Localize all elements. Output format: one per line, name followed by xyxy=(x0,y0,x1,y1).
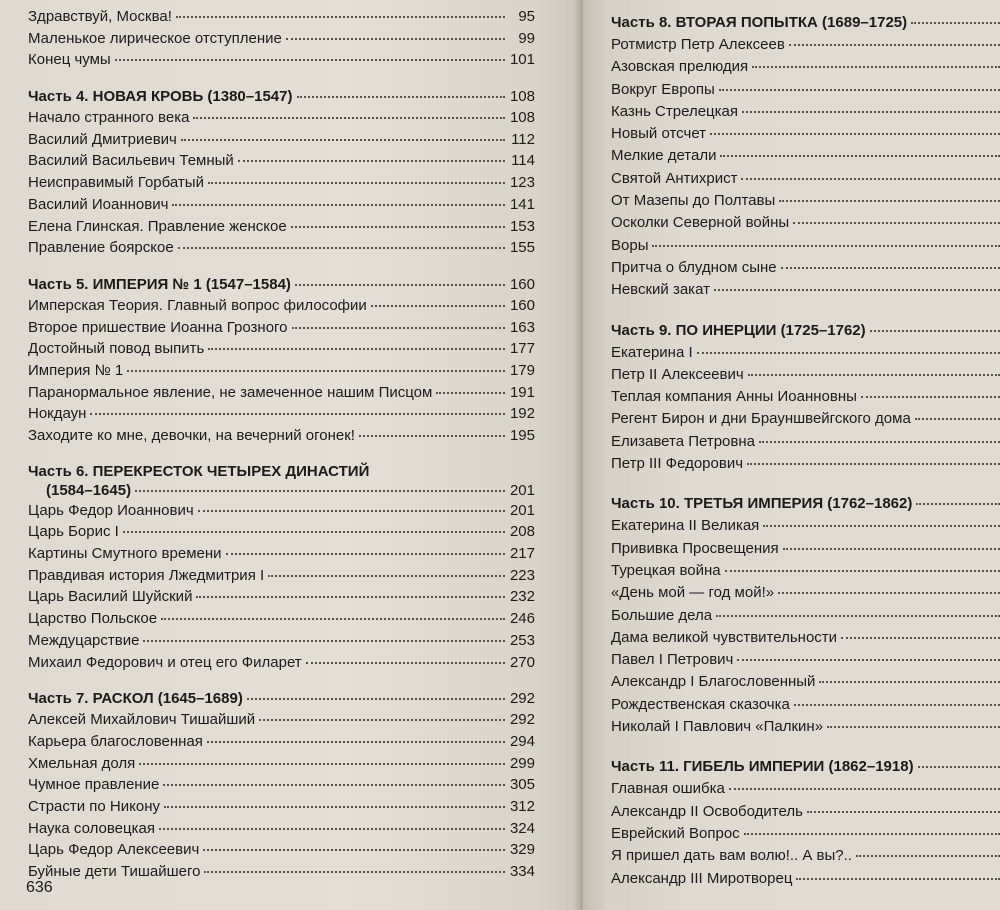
leader-dots xyxy=(748,374,1000,376)
toc-entry xyxy=(28,586,535,608)
entry-title: Петр II Алексеевич xyxy=(611,365,744,383)
toc-entry xyxy=(611,101,1000,123)
toc-entry xyxy=(28,861,535,883)
leader-dots xyxy=(226,553,505,555)
toc-entry xyxy=(28,543,535,565)
entry-page: 334 xyxy=(509,863,535,880)
leader-dots xyxy=(807,811,1000,813)
toc-entry xyxy=(611,671,1000,693)
entry-page: 324 xyxy=(509,819,535,837)
toc-part-4 xyxy=(28,86,535,259)
toc-entry xyxy=(611,123,1000,145)
entry-title: Василий Иоаннович xyxy=(28,195,169,213)
toc-entry xyxy=(611,34,1000,56)
toc-entry xyxy=(28,818,535,840)
leader-dots xyxy=(306,662,505,664)
part-title: Часть 4. НОВАЯ КРОВЬ (1380–1547) xyxy=(28,88,293,106)
toc-entry xyxy=(28,630,535,652)
part-heading xyxy=(28,688,535,709)
leader-dots xyxy=(778,592,1000,594)
leader-dots xyxy=(796,878,1000,880)
leader-dots xyxy=(193,117,505,119)
entry-page: 195 xyxy=(509,427,535,444)
entry-title: Второе пришествие Иоанна Грозного xyxy=(28,318,288,336)
leader-dots xyxy=(783,548,1000,550)
entry-title: Воры xyxy=(611,236,649,254)
toc-entry xyxy=(611,868,1000,890)
toc-entry xyxy=(611,212,1000,234)
entry-title: Еврейский Вопрос xyxy=(611,824,740,842)
entry-title: Петр III Федорович xyxy=(611,455,744,473)
entry-title: Екатерина II Великая xyxy=(611,517,760,535)
entry-title: Ротмистр Петр Алексеев xyxy=(611,36,785,53)
toc-entry xyxy=(28,150,535,172)
leader-dots xyxy=(297,96,506,98)
leader-dots xyxy=(916,503,1000,505)
part-title: Часть 9. ПО ИНЕРЦИИ (1725–1762) xyxy=(611,321,866,339)
leader-dots xyxy=(827,726,1000,728)
leader-dots xyxy=(286,38,505,40)
toc-entry xyxy=(611,560,1000,582)
toc-entry xyxy=(28,652,535,674)
toc-entry xyxy=(28,403,535,425)
leader-dots xyxy=(737,659,1000,661)
entry-title: Павел I Петрович xyxy=(611,651,734,669)
entry-title: Правление боярское xyxy=(28,239,174,257)
leader-dots xyxy=(203,849,505,851)
leader-dots xyxy=(159,828,505,830)
entry-title: Осколки Северной войны xyxy=(611,214,790,232)
entry-title: Василий Васильевич Темный xyxy=(28,152,234,170)
part-title: Часть 7. РАСКОЛ (1645–1689) xyxy=(28,690,243,708)
toc-section-top xyxy=(28,6,535,71)
entry-title: Екатерина I xyxy=(611,343,693,361)
toc-entry xyxy=(28,425,535,447)
toc-entry xyxy=(611,79,1000,101)
leader-dots xyxy=(781,267,1000,269)
leader-dots xyxy=(697,352,1000,354)
entry-page: 101 xyxy=(509,51,535,69)
leader-dots xyxy=(793,222,1000,224)
entry-title: «День мой — год мой!» xyxy=(611,584,775,602)
toc-entry xyxy=(611,778,1000,800)
leader-dots xyxy=(719,89,1000,91)
leader-dots xyxy=(178,247,505,249)
entry-page: 270 xyxy=(509,653,535,671)
toc-entry xyxy=(28,753,535,775)
part-page: 160 xyxy=(509,275,535,293)
leader-dots xyxy=(161,618,505,620)
leader-dots xyxy=(870,330,1000,332)
leader-dots xyxy=(918,766,1000,768)
toc-entry xyxy=(611,257,1000,279)
entry-page: 201 xyxy=(509,501,535,519)
toc-entry xyxy=(611,582,1000,604)
entry-title: Имперская Теория. Главный вопрос философии xyxy=(28,296,367,314)
toc-entry xyxy=(611,605,1000,627)
toc-entry xyxy=(28,382,535,404)
entry-page: 155 xyxy=(509,239,535,257)
entry-title: Александр III Миротворец xyxy=(611,869,793,887)
entry-title: Карьера благословенная xyxy=(28,732,203,750)
entry-title: Царь Василий Шуйский xyxy=(28,588,193,606)
entry-page: 246 xyxy=(509,610,535,628)
toc-entry xyxy=(28,731,535,753)
entry-page: 141 xyxy=(509,195,535,213)
entry-title: Регент Бирон и дни Брауншвейгского дома xyxy=(611,410,911,428)
entry-page: 208 xyxy=(509,523,535,541)
leader-dots xyxy=(911,22,1000,24)
leader-dots xyxy=(779,200,1000,202)
entry-title: Алексей Михайлович Тишайший xyxy=(28,711,256,729)
toc-entry xyxy=(28,521,535,543)
toc-entry xyxy=(28,500,535,522)
toc-entry xyxy=(611,190,1000,212)
leader-dots xyxy=(196,596,505,598)
leader-dots xyxy=(115,59,505,61)
entry-page: 299 xyxy=(509,754,535,772)
entry-title: Рождественская сказочка xyxy=(611,695,790,713)
leader-dots xyxy=(371,305,505,307)
part-title: Часть 8. ВТОРАЯ ПОПЫТКА (1689–1725) xyxy=(611,14,908,31)
entry-title: От Мазепы до Полтавы xyxy=(611,192,776,210)
part-title: Часть 11. ГИБЕЛЬ ИМПЕРИИ (1862–1918) xyxy=(611,758,914,776)
leader-dots xyxy=(176,16,505,18)
leader-dots xyxy=(652,245,1000,247)
leader-dots xyxy=(208,182,505,184)
entry-title: Здравствуй, Москва! xyxy=(28,8,172,25)
entry-page: 232 xyxy=(509,588,535,606)
entry-title: Притча о блудном сыне xyxy=(611,258,777,276)
toc-entry xyxy=(28,317,535,339)
toc-entry xyxy=(611,56,1000,78)
toc-entry xyxy=(611,408,1000,430)
toc-entry xyxy=(28,129,535,151)
leader-dots xyxy=(841,637,1000,639)
entry-title: Империя № 1 xyxy=(28,361,124,379)
entry-title: Начало странного века xyxy=(28,109,190,127)
leader-dots xyxy=(295,284,505,286)
leader-dots xyxy=(238,160,505,162)
leader-dots xyxy=(710,133,1000,135)
leader-dots xyxy=(292,327,505,329)
leader-dots xyxy=(763,525,1000,527)
entry-title: Святой Антихрист xyxy=(611,169,738,187)
part-page: 201 xyxy=(509,481,535,499)
toc-entry xyxy=(28,796,535,818)
entry-page: 223 xyxy=(509,566,535,584)
entry-title: Чумное правление xyxy=(28,776,160,794)
toc-entry xyxy=(28,28,535,50)
leader-dots xyxy=(198,510,505,512)
entry-page: 160 xyxy=(509,296,535,314)
entry-title: Картины Смутного времени xyxy=(28,545,222,563)
entry-title: Наука соловецкая xyxy=(28,819,155,837)
toc-entry xyxy=(611,627,1000,649)
entry-title: Дама великой чувствительности xyxy=(611,628,838,646)
leader-dots xyxy=(714,289,1000,291)
leader-dots xyxy=(759,441,1000,443)
leader-dots xyxy=(90,413,505,415)
leader-dots xyxy=(259,719,505,721)
entry-page: 153 xyxy=(509,217,535,235)
toc-entry xyxy=(611,538,1000,560)
leader-dots xyxy=(163,784,505,786)
toc-entry xyxy=(611,694,1000,716)
toc-entry xyxy=(611,168,1000,190)
leader-dots xyxy=(794,704,1000,706)
entry-title: Теплая компания Анны Иоанновны xyxy=(611,388,857,406)
entry-title: Василий Дмитриевич xyxy=(28,130,177,148)
entry-title: Правдивая история Лжедмитрия I xyxy=(28,566,265,584)
toc-part-7 xyxy=(28,688,535,883)
entry-title: Я пришел дать вам волю!.. А вы?.. xyxy=(611,847,852,865)
leader-dots xyxy=(915,418,1000,420)
entry-title: Азовская прелюдия xyxy=(611,58,749,76)
toc-entry xyxy=(28,709,535,731)
toc-entry xyxy=(611,515,1000,537)
part-heading xyxy=(28,462,535,500)
leader-dots xyxy=(789,44,1000,46)
entry-page: 114 xyxy=(511,152,535,170)
entry-title: Николай I Павлович «Палкин» xyxy=(611,718,824,736)
entry-title: Царь Борис I xyxy=(28,523,119,541)
leader-dots xyxy=(436,392,505,394)
leader-dots xyxy=(207,741,505,743)
leader-dots xyxy=(729,788,1000,790)
leader-dots xyxy=(204,871,505,873)
entry-page: 123 xyxy=(509,174,535,192)
toc-entry xyxy=(28,360,535,382)
entry-page: 112 xyxy=(511,130,535,148)
leader-dots xyxy=(359,435,505,437)
entry-title: Царство Польское xyxy=(28,610,158,628)
toc-part-5 xyxy=(28,274,535,447)
toc-entry xyxy=(28,237,535,259)
entry-title: Михаил Федорович и отец его Филарет xyxy=(28,653,302,671)
part-title: Часть 10. ТРЕТЬЯ ИМПЕРИЯ (1762–1862) xyxy=(611,495,913,513)
toc-entry xyxy=(611,801,1000,823)
entry-page: 177 xyxy=(509,340,535,358)
leader-dots xyxy=(172,204,505,206)
toc-entry xyxy=(28,774,535,796)
toc-entry xyxy=(28,216,535,238)
entry-title: Казнь Стрелецкая xyxy=(611,102,738,120)
toc-part-10 xyxy=(611,493,1000,738)
entry-title: Нокдаун xyxy=(28,405,87,423)
part-title-line1: Часть 6. ПЕРЕКРЕСТОК ЧЕТЫРЕХ ДИНАСТИЙ xyxy=(28,462,370,480)
leader-dots xyxy=(752,66,1000,68)
entry-title: Большие дела xyxy=(611,606,713,624)
toc-entry xyxy=(28,338,535,360)
part-title: Часть 5. ИМПЕРИЯ № 1 (1547–1584) xyxy=(28,275,291,293)
entry-title: Царь Федор Иоаннович xyxy=(28,501,194,519)
toc-part-9 xyxy=(611,320,1000,476)
entry-title: Александр II Освободитель xyxy=(611,802,803,820)
toc-entry xyxy=(611,279,1000,301)
entry-page: 191 xyxy=(509,383,535,401)
toc-entry xyxy=(28,6,535,28)
entry-title: Хмельная доля xyxy=(28,754,136,772)
part-heading xyxy=(611,12,1000,34)
entry-title: Междуцарствие xyxy=(28,631,140,649)
leader-dots xyxy=(181,139,505,141)
entry-title: Мелкие детали xyxy=(611,147,717,165)
entry-title: Буйные дети Тишайшего xyxy=(28,863,201,880)
right-page xyxy=(583,0,1000,910)
entry-title: Прививка Просвещения xyxy=(611,539,779,557)
leader-dots xyxy=(164,806,505,808)
leader-dots xyxy=(208,348,505,350)
entry-title: Новый отсчет xyxy=(611,125,707,143)
toc-entry xyxy=(611,716,1000,738)
toc-entry xyxy=(611,386,1000,408)
entry-title: Царь Федор Алексеевич xyxy=(28,841,200,859)
toc-entry xyxy=(28,107,535,129)
leader-dots xyxy=(741,178,1000,180)
leader-dots xyxy=(725,570,1000,572)
toc-entry xyxy=(28,194,535,216)
toc-entry xyxy=(611,364,1000,386)
leader-dots xyxy=(268,575,505,577)
entry-title: Заходите ко мне, девочки, на вечерний огонек! xyxy=(28,427,355,444)
entry-title: Достойный повод выпить xyxy=(28,340,205,358)
part-heading xyxy=(28,86,535,107)
leader-dots xyxy=(123,531,505,533)
part-title-line2: (1584–1645) xyxy=(46,481,132,499)
leader-dots xyxy=(139,763,505,765)
entry-title: Маленькое лирическое отступление xyxy=(28,29,282,47)
leader-dots xyxy=(291,226,505,228)
leader-dots xyxy=(856,855,1000,857)
entry-title: Паранормальное явление, не замеченное нашим Писцом xyxy=(28,383,433,401)
entry-title: Елена Глинская. Правление женское xyxy=(28,217,287,235)
entry-page: 294 xyxy=(509,732,535,750)
toc-entry xyxy=(28,172,535,194)
entry-page: 179 xyxy=(509,361,535,379)
leader-dots xyxy=(143,640,505,642)
part-heading xyxy=(611,493,1000,515)
toc-entry xyxy=(28,295,535,317)
toc-entry xyxy=(611,649,1000,671)
entry-page: 292 xyxy=(509,711,535,729)
page-number: 636 xyxy=(26,879,53,896)
toc-entry xyxy=(28,565,535,587)
leader-dots xyxy=(744,833,1000,835)
leader-dots xyxy=(747,463,1000,465)
part-title-line2-row xyxy=(28,481,535,500)
entry-title: Вокруг Европы xyxy=(611,80,715,98)
toc-part-11 xyxy=(611,756,1000,889)
entry-page: 108 xyxy=(509,109,535,127)
entry-page: 95 xyxy=(518,8,535,25)
entry-page: 305 xyxy=(509,776,535,794)
leader-dots xyxy=(720,155,1000,157)
leader-dots xyxy=(819,681,1000,683)
leader-dots xyxy=(247,698,505,700)
toc-entry xyxy=(611,145,1000,167)
entry-page: 163 xyxy=(509,318,535,336)
entry-title: Турецкая война xyxy=(611,561,721,579)
entry-page: 253 xyxy=(509,631,535,649)
entry-title: Александр I Благословенный xyxy=(611,673,816,691)
toc-entry xyxy=(611,453,1000,475)
toc-part-6 xyxy=(28,462,535,674)
part-heading xyxy=(611,756,1000,778)
entry-title: Елизавета Петровна xyxy=(611,432,755,450)
part-page: 292 xyxy=(509,690,535,708)
toc-entry xyxy=(611,342,1000,364)
toc-entry xyxy=(28,839,535,861)
leader-dots xyxy=(127,370,505,372)
entry-title: Невский закат xyxy=(611,281,710,299)
part-heading xyxy=(28,274,535,295)
toc-entry xyxy=(611,845,1000,867)
entry-page: 312 xyxy=(509,797,535,815)
leader-dots xyxy=(742,111,1000,113)
leader-dots xyxy=(861,396,1000,398)
toc-entry xyxy=(611,823,1000,845)
leader-dots xyxy=(135,490,505,492)
part-page: 108 xyxy=(509,88,535,106)
entry-page: 329 xyxy=(509,841,535,859)
entry-title: Главная ошибка xyxy=(611,780,725,798)
entry-page: 99 xyxy=(518,29,535,47)
toc-entry xyxy=(28,49,535,71)
toc-part-8 xyxy=(611,12,1000,302)
part-heading xyxy=(611,320,1000,342)
entry-page: 217 xyxy=(509,545,535,563)
leader-dots xyxy=(716,615,1000,617)
entry-title: Конец чумы xyxy=(28,51,111,69)
entry-page: 192 xyxy=(509,405,535,423)
entry-title: Неисправимый Горбатый xyxy=(28,174,204,192)
entry-title: Страсти по Никону xyxy=(28,797,161,815)
toc-entry xyxy=(28,608,535,630)
toc-entry xyxy=(611,235,1000,257)
toc-entry xyxy=(611,431,1000,453)
